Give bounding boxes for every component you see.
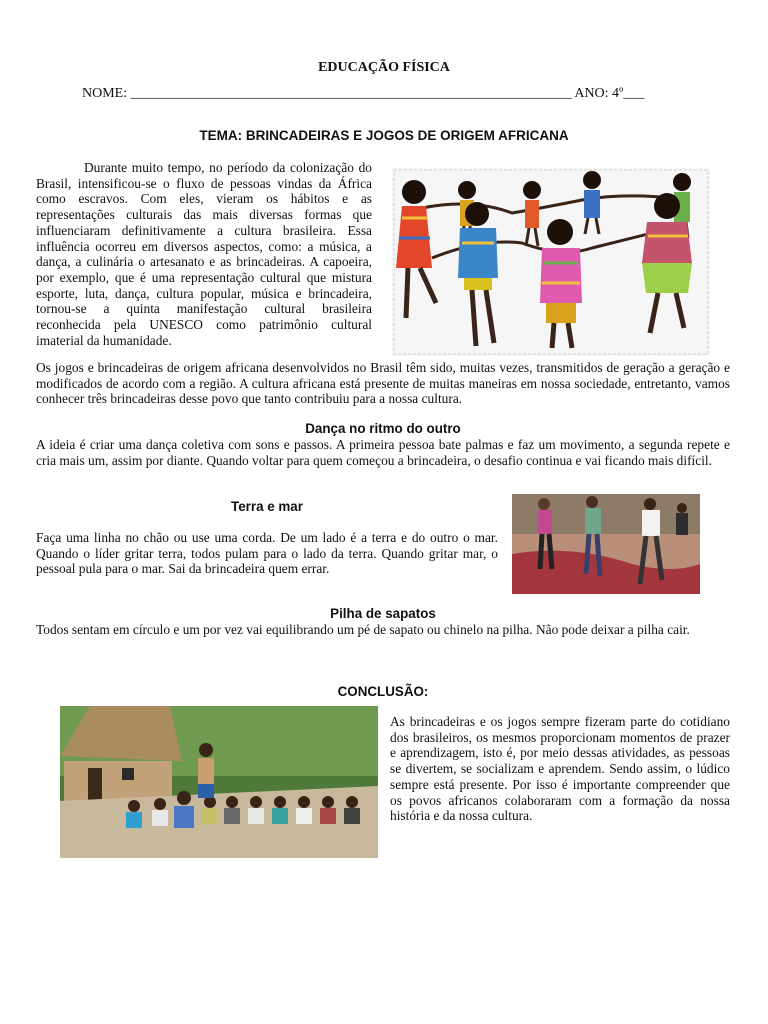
child-figure bbox=[198, 743, 214, 798]
kids-playing-photo bbox=[512, 494, 700, 594]
kids-seated-line-photo bbox=[60, 706, 378, 858]
terra-e-mar-photo bbox=[512, 494, 700, 594]
intro-paragraph: Durante muito tempo, no período da colonização do Brasil, intensificou-se o fluxo de pessoas vindas da África como escravos. Com eles, vieram os hábitos e as representações culturais das mais diversas formas que influenciaram definitivamente a cultura brasileira. Essa influência ocorreu em diversos aspectos, como: a música, a dança, a culinária o artesanato e as brincadeiras. A capoeira, por exemplo, que é uma representação cultural que mistura esporte, luta, dança, cultura popular, música e brincadeira, tornou-se a quinta manifestação cultural brasileira reconhecida pela UNESCO como patrimônio cultural imaterial da humanidade. bbox=[36, 160, 372, 348]
document-title: EDUCAÇÃO FÍSICA bbox=[318, 60, 450, 75]
theme-heading: TEMA: BRINCADEIRAS E JOGOS DE ORIGEM AFRICANA bbox=[199, 128, 569, 143]
pilha-heading: Pilha de sapatos bbox=[330, 606, 436, 621]
pilha-text: Todos sentam em círculo e um por vez vai equilibrando um pé de sapato ou chinelo na pilha. Não pode deixar a pilha cair. bbox=[36, 622, 690, 637]
village-game-photo bbox=[60, 706, 378, 858]
games-paragraph: Os jogos e brincadeiras de origem africana desenvolvidos no Brasil têm sido, muitas vezes, transmitidos de geração a geração e modificados de acordo com a região. A cultura africana está presente de muitas maneiras em nossa sociedade, entretanto, vamos conhecer três brincadeiras desse povo que tanto contribuiu para a nossa cultura. bbox=[36, 360, 730, 407]
name-grade-line[interactable]: NOME: _______________________________________________________________ ANO: 4º___ bbox=[82, 86, 645, 101]
dance-drawing bbox=[392, 168, 710, 356]
danca-heading: Dança no ritmo do outro bbox=[305, 421, 461, 436]
children-circle-dance-illustration bbox=[392, 168, 710, 356]
danca-text: A ideia é criar uma dança coletiva com sons e passos. A primeira pessoa bate palmas e faz um movimento, a segunda repete e cria mais um, assim por diante. Quando voltar para quem começou a brincadeira, o desafio continua e vai ficando mais difícil. bbox=[36, 437, 730, 468]
conclusao-text: As brincadeiras e os jogos sempre fizeram parte do cotidiano dos brasileiros, os mesmos proporcionam momentos de prazer e aprendizagem, isto é, por meio dessas atividades, as pessoas se divertem, se socializam e aprendem. Sendo assim, o lúdico sempre está presente. Por isso é importante compreender que os povos africanos colaboraram com a formação da nossa história e da nossa cultura. bbox=[390, 714, 730, 824]
child-figure bbox=[676, 503, 688, 535]
terra-text: Faça uma linha no chão ou use uma corda. De um lado é a terra e do outro o mar. Quando o líder gritar terra, todos pulam para o lado da terra. Quando gritar mar, o pessoal pula para o mar. Sai da brincadeira quem errar. bbox=[36, 530, 498, 577]
conclusao-heading: CONCLUSÃO: bbox=[337, 684, 429, 699]
terra-heading: Terra e mar bbox=[231, 499, 303, 514]
